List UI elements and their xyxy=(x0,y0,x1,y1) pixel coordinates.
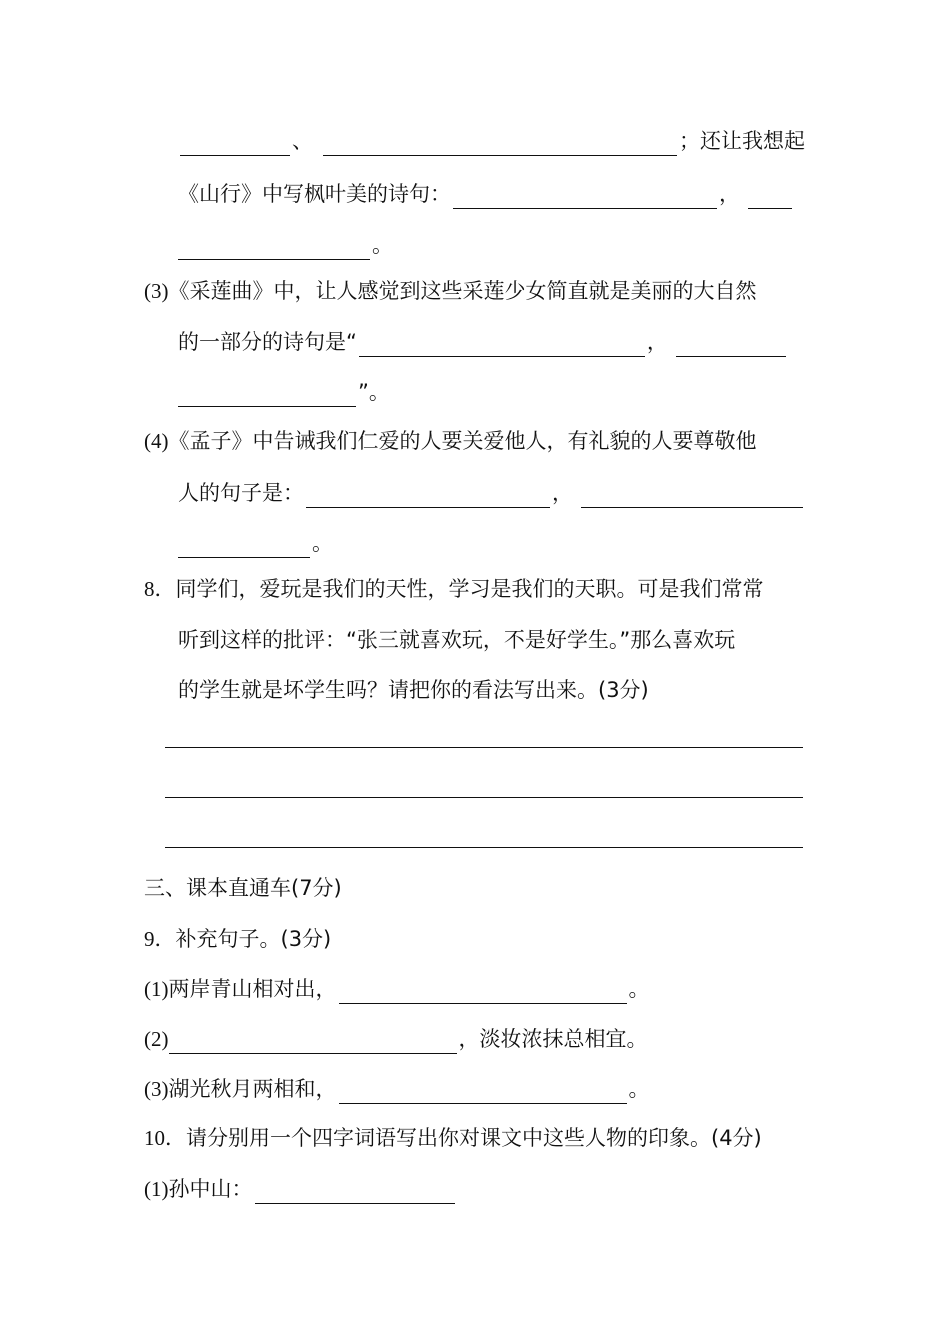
answer-blank[interactable] xyxy=(323,131,677,156)
text: ；还让我想起 xyxy=(679,129,805,153)
text: 。 xyxy=(628,1077,650,1101)
q7-p3-line1 xyxy=(144,274,757,306)
question-number: 8． xyxy=(144,577,176,601)
text: 《山行》中写枫叶美的诗句： xyxy=(178,182,451,206)
answer-blank[interactable] xyxy=(453,184,717,209)
text: ，淡妆浓抹总相宜。 xyxy=(458,1027,648,1051)
q7-line3 xyxy=(178,228,393,260)
text: 湖光秋月两相和， xyxy=(168,1077,337,1101)
text: 两岸青山相对出， xyxy=(168,977,337,1001)
answer-blank[interactable] xyxy=(676,332,786,357)
separator: 、 xyxy=(292,129,313,153)
q9-title xyxy=(144,922,331,954)
q7-p3-line2 xyxy=(178,325,788,357)
section-heading: 三、课本直通车(7分) xyxy=(144,876,342,900)
q9-item3 xyxy=(144,1072,650,1104)
q10-title xyxy=(144,1121,762,1153)
item-label: (2) xyxy=(144,1027,169,1051)
comma: ， xyxy=(646,330,668,354)
text: 人的句子是： xyxy=(178,481,304,505)
answer-line[interactable] xyxy=(165,847,803,848)
q10-item1 xyxy=(144,1172,457,1204)
item-label: (3) xyxy=(144,279,169,303)
q8-line2 xyxy=(178,623,735,655)
text: 《孟子》中告诫我们仁爱的人要关爱他人，有礼貌的人要尊敬他 xyxy=(168,429,757,453)
answer-blank[interactable] xyxy=(178,533,310,558)
answer-blank[interactable] xyxy=(178,235,370,260)
q7-p4-line3 xyxy=(178,526,333,558)
section-title xyxy=(144,871,342,903)
q7-line2 xyxy=(178,177,794,209)
comma: ， xyxy=(552,481,573,505)
text: 的一部分的诗句是“ xyxy=(178,330,357,354)
text: 补充句子。(3分) xyxy=(175,927,332,951)
answer-blank[interactable] xyxy=(581,483,803,508)
answer-blank[interactable] xyxy=(748,184,792,209)
answer-blank[interactable] xyxy=(339,979,627,1004)
text: 听到这样的批评：“张三就喜欢玩，不是好学生。”那么喜欢玩 xyxy=(178,628,736,652)
item-label: (1) xyxy=(144,977,169,1001)
item-label: (3) xyxy=(144,1077,169,1101)
period: 。 xyxy=(312,531,333,555)
comma: ， xyxy=(719,182,740,206)
answer-blank[interactable] xyxy=(180,131,290,156)
question-number: 10． xyxy=(144,1126,186,1150)
answer-blank[interactable] xyxy=(339,1079,627,1104)
q8-line1 xyxy=(144,572,764,604)
q9-item1 xyxy=(144,972,650,1004)
text: 同学们，爱玩是我们的天性，学习是我们的天职。可是我们常常 xyxy=(175,577,764,601)
answer-blank[interactable] xyxy=(169,1029,457,1054)
answer-line[interactable] xyxy=(165,747,803,748)
question-number: 9． xyxy=(144,927,176,951)
text: 。 xyxy=(628,977,650,1001)
text: 请分别用一个四字词语写出你对课文中这些人物的印象。(4分) xyxy=(186,1126,762,1150)
text: 孙中山： xyxy=(168,1177,253,1201)
period: 。 xyxy=(372,233,393,257)
answer-blank[interactable] xyxy=(178,382,356,407)
text: 的学生就是坏学生吗？请把你的看法写出来。(3分) xyxy=(178,678,649,702)
q9-item2 xyxy=(144,1022,648,1054)
q8-line3 xyxy=(178,673,649,705)
answer-blank[interactable] xyxy=(306,483,550,508)
answer-blank[interactable] xyxy=(359,332,645,357)
text: 《采莲曲》中，让人感觉到这些采莲少女简直就是美丽的大自然 xyxy=(168,279,757,303)
item-label: (4) xyxy=(144,429,169,453)
q7-p3-line3 xyxy=(178,375,390,407)
item-label: (1) xyxy=(144,1177,169,1201)
q7-line1 xyxy=(178,124,805,156)
answer-line[interactable] xyxy=(165,797,803,798)
answer-blank[interactable] xyxy=(255,1179,455,1204)
q7-p4-line1 xyxy=(144,424,757,456)
text: ”。 xyxy=(358,380,390,404)
q7-p4-line2 xyxy=(178,476,805,508)
